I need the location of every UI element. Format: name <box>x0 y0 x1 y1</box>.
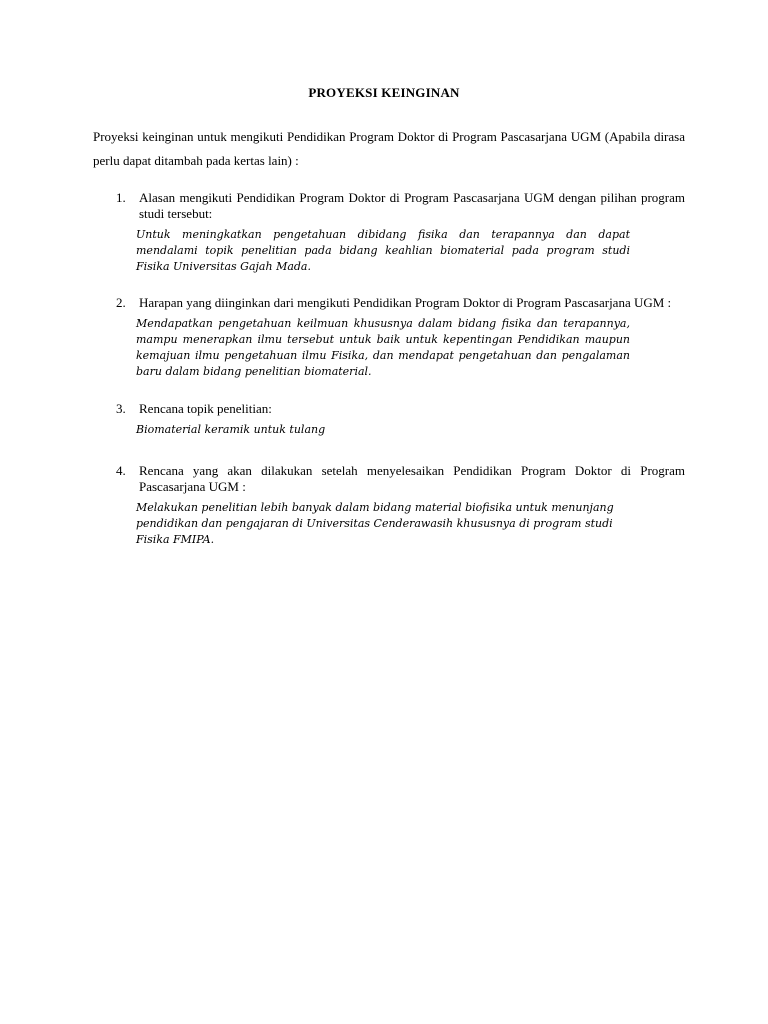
item-question: Rencana topik penelitian: <box>139 401 272 416</box>
item-answer: Melakukan penelitian lebih banyak dalam bidang material biofisika untuk menunjang pendidikan dan pengajaran di Universitas Cenderawasih khususnya di program studi Fisika FMIPA. <box>136 501 614 546</box>
item-answer: Biomaterial keramik untuk tulang <box>136 423 326 436</box>
item-question: Rencana yang akan dilakukan setelah menyelesaikan Pendidikan Program Doktor di Program Pascasarjana UGM : <box>139 463 685 494</box>
list-item-4 <box>93 463 685 548</box>
intro-paragraph: Proyeksi keinginan untuk mengikuti Pendidikan Program Doktor di Program Pascasarjana UGM (Apabila dirasa perlu dapat ditambah pada kertas lain) : <box>93 129 685 168</box>
list-item-2 <box>93 295 685 380</box>
item-number: 4. <box>116 463 126 478</box>
item-question: Harapan yang diinginkan dari mengikuti Pendidikan Program Doktor di Program Pascasarjana UGM : <box>139 295 672 310</box>
list-item-1 <box>93 190 685 275</box>
item-number: 1. <box>116 190 126 205</box>
list-item-3 <box>93 401 685 438</box>
item-number: 3. <box>116 401 126 416</box>
item-question: Alasan mengikuti Pendidikan Program Doktor di Program Pascasarjana UGM dengan pilihan program studi tersebut: <box>139 190 685 221</box>
document-title: PROYEKSI KEINGINAN <box>308 85 460 100</box>
item-number: 2. <box>116 295 126 310</box>
item-answer: Untuk meningkatkan pengetahuan dibidang fisika dan terapannya dan dapat mendalami topik penelitian pada bidang keahlian biomaterial pada program studi Fisika Universitas Gajah Mada. <box>136 228 630 273</box>
item-answer: Mendapatkan pengetahuan keilmuan khususnya dalam bidang fisika dan terapannya, mampu menerapkan ilmu tersebut untuk baik untuk kepentingan Pendidikan maupun kemajuan ilmu pengetahuan ilmu Fisika, dan mendapat pengetahuan dan pengalaman baru dalam bidang penelitian biomaterial. <box>136 317 630 378</box>
